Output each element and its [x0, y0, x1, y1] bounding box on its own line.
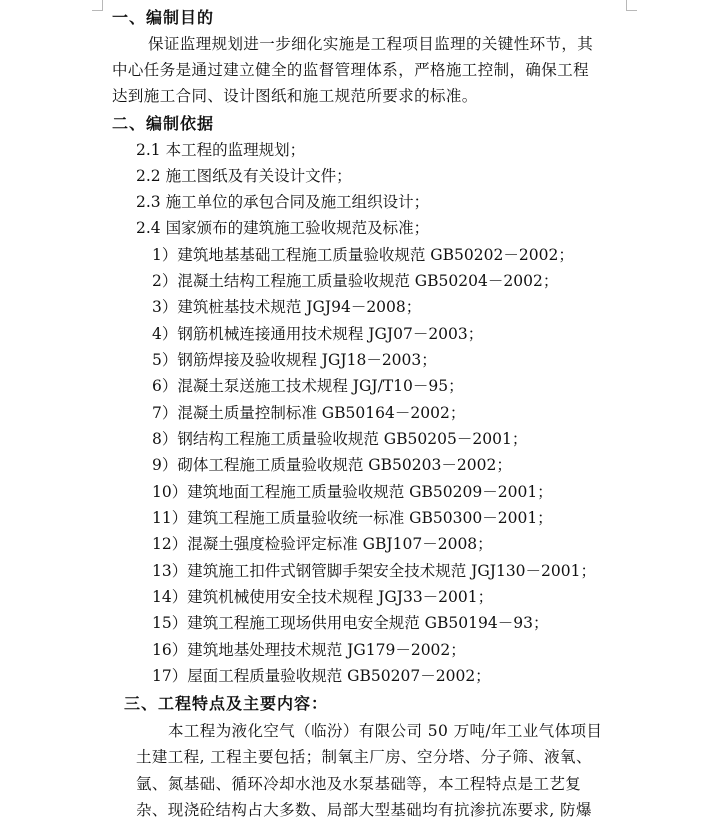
section-heading-purpose: 一、编制目的 — [112, 8, 215, 27]
standard-item: 14）建筑机械使用安全技术规程 JGJ33－2001； — [152, 588, 494, 606]
standard-item: 12）混凝土强度检验评定标准 GBJ107－2008； — [152, 535, 493, 553]
standard-item: 17）屋面工程质量验收规范 GB50207－2002； — [152, 667, 491, 685]
standard-item: 8）钢结构工程施工质量验收规范 GB50205－2001； — [152, 430, 528, 448]
standard-item: 6）混凝土泵送施工技术规程 JGJ/T10－95； — [152, 377, 464, 395]
standard-item: 11）建筑工程施工质量验收统一标准 GB50300－2001； — [152, 509, 553, 527]
page-margin-mark-right — [626, 0, 637, 11]
standard-item: 13）建筑施工扣件式钢管脚手架安全技术规范 JGJ130－2001； — [152, 562, 596, 580]
standard-item: 9）砌体工程施工质量验收规范 GB50203－2002； — [152, 456, 512, 474]
basis-item: 2.2 施工图纸及有关设计文件； — [136, 167, 352, 185]
features-paragraph-line: 土建工程, 工程主要包括；制氧主厂房、空分塔、分子筛、液氧、 — [136, 748, 592, 766]
standard-item: 15）建筑工程施工现场供用电安全规范 GB50194－93； — [152, 614, 549, 632]
features-paragraph-line: 杂、现浇砼结构占大多数、局部大型基础均有抗渗抗冻要求, 防爆 — [136, 801, 592, 819]
purpose-paragraph-line: 达到施工合同、设计图纸和施工规范所要求的标准。 — [112, 87, 478, 105]
standard-item: 3）建筑桩基技术规范 JGJ94－2008； — [152, 298, 422, 316]
standard-item: 10）建筑地面工程施工质量验收规范 GB50209－2001； — [152, 483, 553, 501]
standard-item: 1）建筑地基基础工程施工质量验收规范 GB50202－2002； — [152, 246, 574, 264]
basis-item: 2.4 国家颁布的建筑施工验收规范及标准； — [136, 219, 430, 237]
page-margin-mark-left — [92, 0, 103, 11]
standard-item: 2）混凝土结构工程施工质量验收规范 GB50204－2002； — [152, 272, 559, 290]
section-heading-features: 三、工程特点及主要内容： — [124, 694, 329, 713]
standard-item: 16）建筑地基处理技术规范 JG179－2002； — [152, 641, 466, 659]
section-heading-basis: 二、编制依据 — [112, 114, 215, 133]
standard-item: 7）混凝土质量控制标准 GB50164－2002； — [152, 404, 466, 422]
standard-item: 4）钢筋机械连接通用技术规程 JGJ07－2003； — [152, 325, 484, 343]
features-paragraph-line: 氩、氮基础、循环冷却水池及水泵基础等，本工程特点是工艺复 — [136, 775, 582, 793]
basis-item: 2.1 本工程的监理规划； — [136, 141, 306, 159]
features-paragraph-line: 本工程为液化空气（临汾）有限公司 50 万吨/年工业气体项目 — [168, 722, 603, 740]
standard-item: 5）钢筋焊接及验收规程 JGJ18－2003； — [152, 351, 437, 369]
basis-item: 2.3 施工单位的承包合同及施工组织设计； — [136, 193, 430, 211]
purpose-paragraph-line: 保证监理规划进一步细化实施是工程项目监理的关键性环节，其 — [148, 35, 594, 53]
purpose-paragraph-line: 中心任务是通过建立健全的监督管理体系，严格施工控制，确保工程 — [112, 61, 590, 79]
